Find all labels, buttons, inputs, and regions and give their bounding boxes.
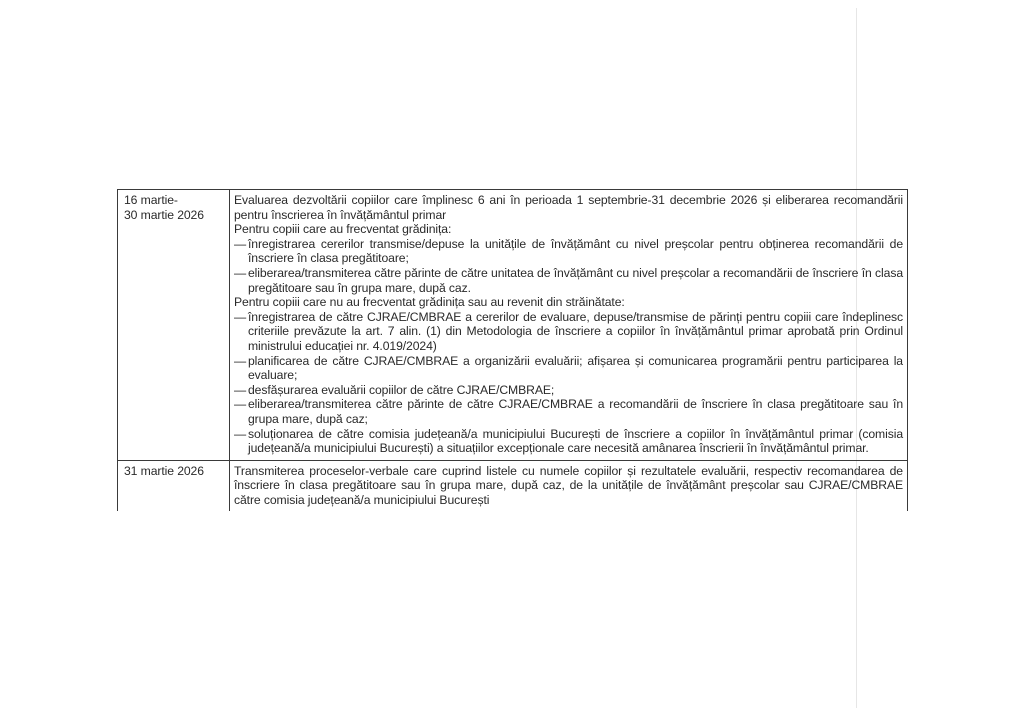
date-cell [118,190,230,461]
date-cell [118,460,230,511]
list-item-text: înregistrarea de către CJRAE/CMBRAE a cererilor de evaluare, depuse/transmise de părinți pentru copiii care îndeplinesc criteriile prevăzute la art. 7 alin. (1) din Metodologia de înscriere a copiilor în învățământul primar aprobată prin Ordinul ministrului educației nr. 4.019/2024) [248,309,903,353]
list-item-text: soluționarea de către comisia județeană/a municipiului București de înscriere a copiilor în învățământul primar (comisia județeană/a municipiului București) a situațiilor excepționale care necesită amânarea înscrierii în învățământul primar. [248,426,903,456]
table-row [118,190,908,461]
list-item-text: înregistrarea cererilor transmise/depuse la unitățile de învățământ cu nivel preșcolar pentru obținerea recomandării de înscriere în clasa pregătitoare; [248,236,903,266]
dash-marker: — [234,426,247,441]
date-line: 16 martie- [124,193,178,207]
table-row [118,460,908,511]
activity-cell [230,190,908,461]
list-item [234,237,903,266]
group-heading: Pentru copiii care au frecventat grădinița: [234,222,452,237]
list-item-text: desfășurarea evaluării copiilor de către CJRAE/CMBRAE; [248,382,555,397]
date-line: 30 martie 2026 [124,207,204,222]
dash-marker: — [234,309,247,324]
schedule-table [117,189,908,511]
list-item [234,383,903,398]
list-item-text: planificarea de către CJRAE/CMBRAE a organizării evaluării; afișarea și comunicarea programării pentru participarea la evaluare; [248,353,903,383]
group-heading: Pentru copiii care nu au frecventat grădinița sau au revenit din străinătate: [234,295,625,310]
dash-marker: — [234,397,247,412]
activity-text: Transmiterea proceselor-verbale care cuprind listele cu numele copiilor și rezultatele evaluării, respectiv recomandarea de înscriere în clasa pregătitoare sau în grupa mare, după caz, de la unitățile de învățământ preșcolar sau CJRAE/CMBRAE către comisia județeană/a municipiului București [234,463,903,507]
dash-marker: — [234,265,247,280]
list-item [234,266,903,295]
activity-intro: Evaluarea dezvoltării copiilor care împlinesc 6 ani în perioada 1 septembrie-31 decembrie 2026 și eliberarea recomandării pentru înscrierea în învățământul primar [234,193,903,222]
dash-marker: — [234,236,247,251]
dash-marker: — [234,353,247,368]
list-item-text: eliberarea/transmiterea către părinte de către CJRAE/CMBRAE a recomandării de înscriere în clasa pregătitoare sau în grupa mare, după caz; [248,397,903,426]
list-item [234,354,903,383]
list-item [234,427,903,456]
date-line: 31 martie 2026 [124,463,204,478]
list-item [234,397,903,426]
list-item-text: eliberarea/transmiterea către părinte de către unitatea de învățământ cu nivel preșcolar a recomandării de înscriere în clasa pregătitoare sau în grupa mare, după caz. [248,265,903,295]
activity-cell [230,460,908,511]
dash-marker: — [234,382,247,397]
list-item [234,310,903,354]
